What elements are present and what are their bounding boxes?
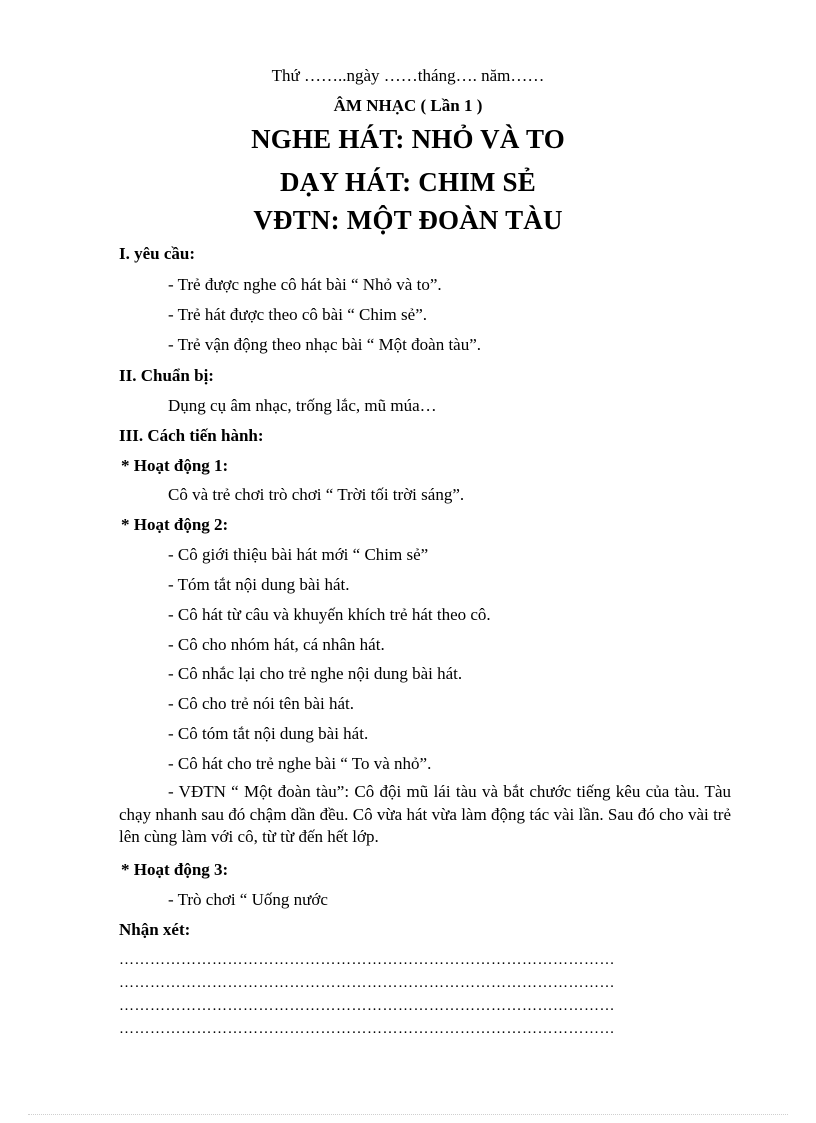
remarks-dotted-line: …………………………………………………………………………………… <box>119 975 615 991</box>
section-preparation-heading: II. Chuẩn bị: <box>119 366 214 385</box>
remarks-dotted-line: …………………………………………………………………………………… <box>119 1021 615 1037</box>
activity-3-text: - Trò chơi “ Uống nước <box>168 890 328 909</box>
activity-2-item: - Cô giới thiệu bài hát mới “ Chim sẻ” <box>168 545 429 564</box>
section-requirements-heading: I. yêu cầu: <box>119 244 196 263</box>
activity-2-item: - Cô tóm tắt nội dung bài hát. <box>168 724 369 743</box>
activity-2-item: - Cô cho trẻ nói tên bài hát. <box>168 694 355 713</box>
requirement-item: - Trẻ được nghe cô hát bài “ Nhỏ và to”. <box>168 275 442 294</box>
date-line: Thứ ……..ngày ……tháng…. năm…… <box>271 66 545 85</box>
activity-2-item: - Cô hát cho trẻ nghe bài “ To và nhỏ”. <box>168 754 432 773</box>
activity-2-item: - Cô hát từ câu và khuyến khích trẻ hát theo cô. <box>168 605 491 624</box>
activity-2-item: - Cô nhắc lại cho trẻ nghe nội dung bài hát. <box>168 664 463 683</box>
subject-line: ÂM NHẠC ( Lần 1 ) <box>333 96 483 115</box>
remarks-heading: Nhận xét: <box>119 920 191 939</box>
activity-3-heading: * Hoạt động 3: <box>121 860 229 879</box>
section-procedure-heading: III. Cách tiến hành: <box>119 426 264 445</box>
movement-paragraph: - VĐTN “ Một đoàn tàu”: Cô đội mũ lái tàu và bắt chước tiếng kêu của tàu. Tàu chạy nhanh sau đó chậm dần đều. Cô vừa hát vừa làm động tác vài lần. Sau đó cho vài trẻ lên cùng làm với cô, từ từ đến hết lớp. <box>119 782 731 846</box>
requirement-item: - Trẻ hát được theo cô bài “ Chim sẻ”. <box>168 305 427 324</box>
activity-2-heading: * Hoạt động 2: <box>121 515 229 534</box>
title-movement: VĐTN: MỘT ĐOÀN TÀU <box>253 205 563 235</box>
remarks-dotted-line: …………………………………………………………………………………… <box>119 952 615 968</box>
activity-2-item: - Cô cho nhóm hát, cá nhân hát. <box>168 635 385 654</box>
title-listening: NGHE HÁT: NHỎ VÀ TO <box>251 124 565 154</box>
title-singing: DẠY HÁT: CHIM SẺ <box>280 167 536 197</box>
requirement-item: - Trẻ vận động theo nhạc bài “ Một đoàn tàu”. <box>168 335 482 354</box>
activity-1-heading: * Hoạt động 1: <box>121 456 229 475</box>
activity-1-text: Cô và trẻ chơi trò chơi “ Trời tối trời sáng”. <box>168 485 465 504</box>
remarks-dotted-line: …………………………………………………………………………………… <box>119 998 615 1014</box>
activity-2-item: - Tóm tắt nội dung bài hát. <box>168 575 350 594</box>
preparation-text: Dụng cụ âm nhạc, trống lắc, mũ múa… <box>168 396 437 415</box>
footer-divider <box>28 1114 788 1115</box>
